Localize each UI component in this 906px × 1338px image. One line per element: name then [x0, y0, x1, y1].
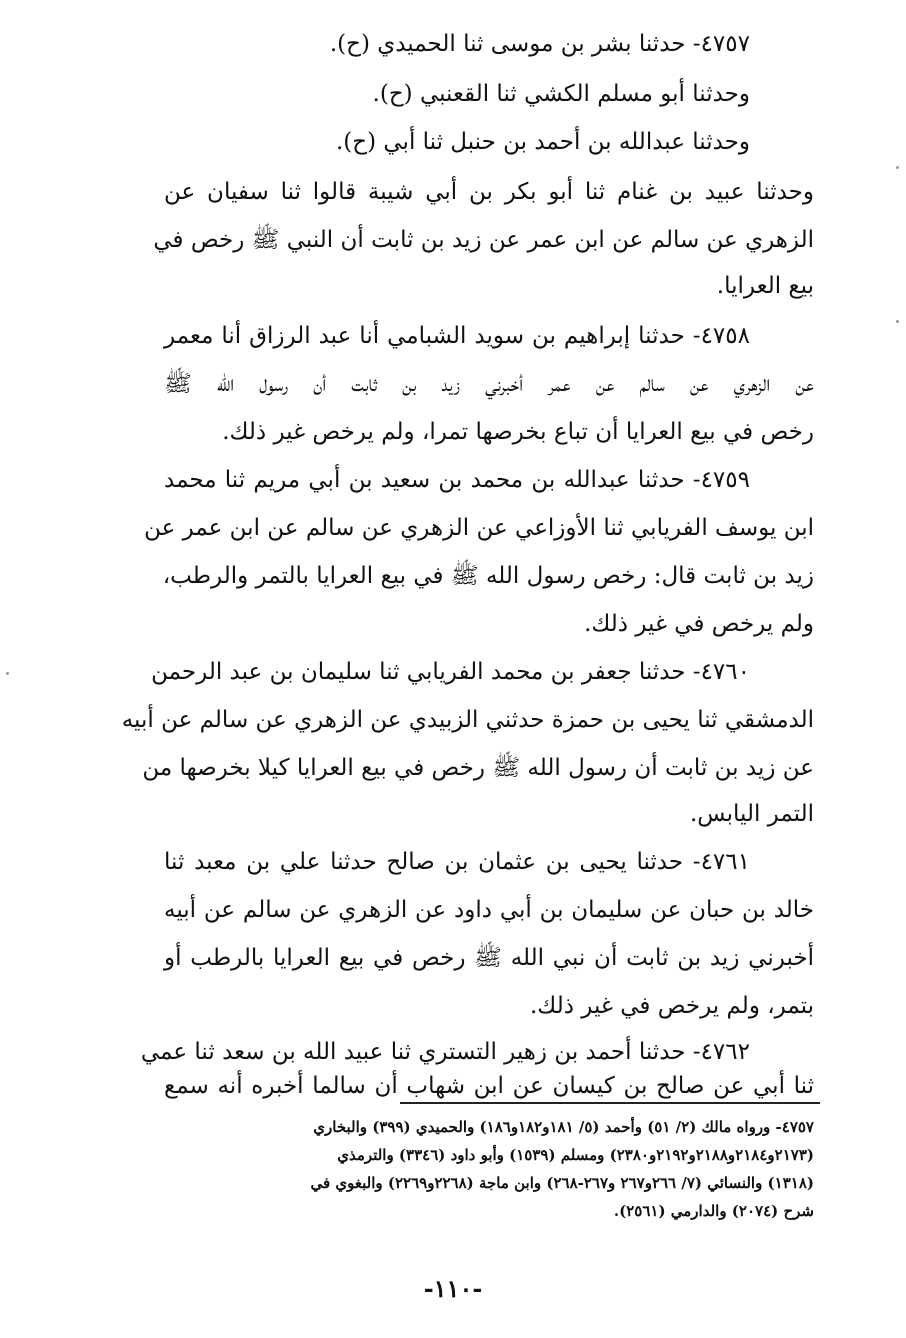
page-number: -١١٠-	[423, 1274, 483, 1303]
hadith-4758-line-1: ٤٧٥٨- حدثنا إبراهيم بن سويد الشبامي أنا عبد الرزاق أنا معمر	[164, 323, 750, 349]
footnote-line-3: (١٣١٨) والنسائي (٧/ ٢٦٦و٢٦٧ و٢٦٧-٢٦٨) وابن ماجة (٢٢٦٨و٢٢٦٩) والبغوي في	[310, 1174, 814, 1192]
hadith-4759-line-2: ابن يوسف الفريابي ثنا الأوزاعي عن الزهري عن سالم عن ابن عمر عن	[144, 515, 814, 541]
hadith-4760-line-1: ٤٧٦٠- حدثنا جعفر بن محمد الفريابي ثنا سليمان بن عبد الرحمن	[151, 659, 750, 685]
hadith-4757-line-2: وحدثنا أبو مسلم الكشي ثنا القعنبي (ح).	[372, 81, 750, 107]
hadith-4758-line-3: رخص في بيع العرايا أن تباع بخرصها تمرا، ولم يرخص غير ذلك.	[222, 419, 814, 445]
scan-speck	[896, 320, 899, 323]
hadith-4759-line-3: زيد بن ثابت قال: رخص رسول الله ﷺ في بيع العرايا بالتمر والرطب،	[162, 563, 814, 589]
hadith-4762-line-2: ثنا أبي عن صالح بن كيسان عن ابن شهاب أن سالما أخبره أنه سمع	[164, 1073, 814, 1099]
hadith-4762-line-1: ٤٧٦٢- حدثنا أحمد بن زهير التستري ثنا عبيد الله بن سعد ثنا عمي	[140, 1039, 750, 1065]
footnote-line-1: ٤٧٥٧- ورواه مالك (٢/ ٥١) وأحمد (٥/ ١٨١و١٨٢و١٨٦) والحميدي (٣٩٩) والبخاري	[313, 1118, 814, 1136]
hadith-4757-line-6: بيع العرايا.	[716, 273, 814, 299]
hadith-4759-line-1: ٤٧٥٩- حدثنا عبدالله بن محمد بن سعيد بن أبي مريم ثنا محمد	[164, 467, 750, 493]
hadith-4757-line-3: وحدثنا عبدالله بن أحمد بن حنبل ثنا أبي (ح).	[335, 129, 750, 155]
hadith-4760-line-3: عن زيد بن ثابت أن رسول الله ﷺ رخص في بيع العرايا كيلا بخرصها من	[142, 755, 814, 781]
footnote-line-4: شرح (٢٠٧٤) والدارمي (٢٥٦١).	[613, 1202, 814, 1220]
hadith-4761-line-2: خالد بن حبان عن سليمان بن أبي داود عن الزهري عن سالم عن أبيه	[164, 897, 814, 923]
scan-speck	[896, 166, 899, 169]
footnote-line-2: (٢١٧٣و٢١٨٤و٢١٨٨و٢١٩٢و٢٣٨٠) ومسلم (١٥٣٩) وأبو داود (٣٣٤٦) والترمذي	[337, 1146, 814, 1164]
hadith-4760-line-4: التمر اليابس.	[689, 801, 814, 827]
footnote-separator	[400, 1102, 820, 1104]
scan-speck	[6, 672, 9, 675]
hadith-4761-line-1: ٤٧٦١- حدثنا يحيى بن عثمان بن صالح حدثنا علي بن معبد ثنا	[164, 849, 750, 875]
hadith-4758-line-2: عن الزهري عن سالم عن عمر أخبرني زيد بن ثابت أن رسول الله ﷺ	[164, 371, 814, 397]
hadith-4759-line-4: ولم يرخص في غير ذلك.	[584, 611, 814, 637]
hadith-4761-line-3: أخبرني زيد بن ثابت أن نبي الله ﷺ رخص في بيع العرايا بالرطب أو	[164, 945, 814, 971]
hadith-4757-line-4: وحدثنا عبيد بن غنام ثنا أبو بكر بن أبي شيبة قالوا ثنا سفيان عن	[164, 179, 814, 205]
hadith-4757-line-1: ٤٧٥٧- حدثنا بشر بن موسى ثنا الحميدي (ح).	[329, 31, 750, 57]
hadith-4760-line-2: الدمشقي ثنا يحيى بن حمزة حدثني الزبيدي عن الزهري عن سالم عن أبيه	[121, 707, 814, 733]
hadith-4757-line-5: الزهري عن سالم عن ابن عمر عن زيد بن ثابت أن النبي ﷺ رخص في	[153, 227, 814, 253]
hadith-4761-line-4: بتمر، ولم يرخص في غير ذلك.	[530, 993, 814, 1019]
